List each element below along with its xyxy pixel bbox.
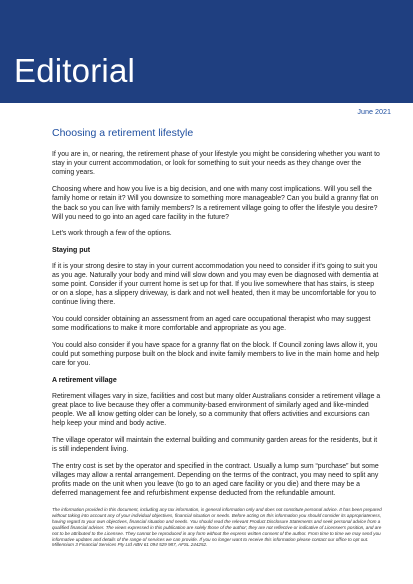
section-heading-retirement-village: A retirement village: [52, 377, 117, 385]
section-paragraph: If it is your strong desire to stay in your current accommodation you need to consider if it's going to suit you as you age. Naturally your body and mind will slow down and you may even be diagnosed with dementia at some point. Consider if your current home is set up for that. If you live somewhere that has stairs, is steep or on a slope, has a slippery driveway, is dark and not well heated, then it may be uncomfortable for you to continue living there.: [52, 262, 379, 307]
article-body: [52, 127, 382, 506]
intro-paragraph: Let's work through a few of the options.: [52, 230, 172, 238]
section-paragraph: You could consider obtaining an assessment from an aged care occupational therapist who may suggest some modifications to make it more comfortable and appropriate as you age.: [52, 316, 371, 333]
legal-disclaimer: The information provided in this document, including any tax information, is general information only and does not constitute personal advice. It has been prepared without taking into account any of your individual objectives, financial situation or needs. Before acting on this information you should consider its appropriateness, having regard to your own objectives, financial situation and needs. You should read the relevant Product Disclosure Statements and seek personal advice from a qualified financial adviser. The views expressed in this publication are solely those of the author; they are not reflective or indicative of Licensee's position, and are not to be attributed to the Licensee. They cannot be reproduced in any form without the express written consent of the author. From time to time we may send you informative updates and details of the range of services we can provide. If you no longer want to receive this information please contact our office to opt out. Millennium 3 Financial Services Pty Ltd ABN 61 094 529 987, AFSL 244252.: [52, 507, 382, 548]
section-heading-staying-put: Staying put: [52, 247, 91, 255]
banner-title: Editorial: [14, 52, 136, 89]
section-paragraph: The entry cost is set by the operator and specified in the contract. Usually a lump sum “purchase” but some villages may allow a rental arrangement. Depending on the terms of the contract, you may need to split any profits made on the unit when you leave (to go to an aged care facility or you die) and there may be a deferred management fee and refurbishment expense deducted from the refundable amount.: [52, 462, 379, 498]
intro-paragraph: If you are in, or nearing, the retirement phase of your lifestyle you might be considering whether you want to stay in your current accommodation, or look for something to suit your needs as they change over the coming years.: [52, 151, 380, 177]
publication-date: June 2021: [357, 107, 391, 116]
header-banner: [0, 0, 413, 103]
article-title: Choosing a retirement lifestyle: [52, 127, 194, 139]
intro-paragraph: Choosing where and how you live is a big decision, and one with many cost implications. Will you sell the family home or retain it? Will you downsize to something more manageable? Can you build a granny flat on the back so you can live with family members? Is a retirement village going to offer the lifestyle you desire? Will you need to go into an aged care facility in the future?: [52, 186, 379, 221]
section-paragraph: The village operator will maintain the external building and community garden areas for the residents, but it is still independent living.: [52, 436, 378, 454]
section-paragraph: Retirement villages vary in size, facilities and cost but many older Australians consider a retirement village a great place to live because they offer a community-based environment of similarly aged and like-minded people. We all know getting older can be lonely, so a community that offers activities and excursions can help keep your mind and body active.: [52, 392, 381, 428]
section-paragraph: You could also consider if you have space for a granny flat on the block. If Council zoning laws allow it, you could put something purpose built on the block and invite family members to live in the main home and help care for you.: [52, 342, 380, 368]
